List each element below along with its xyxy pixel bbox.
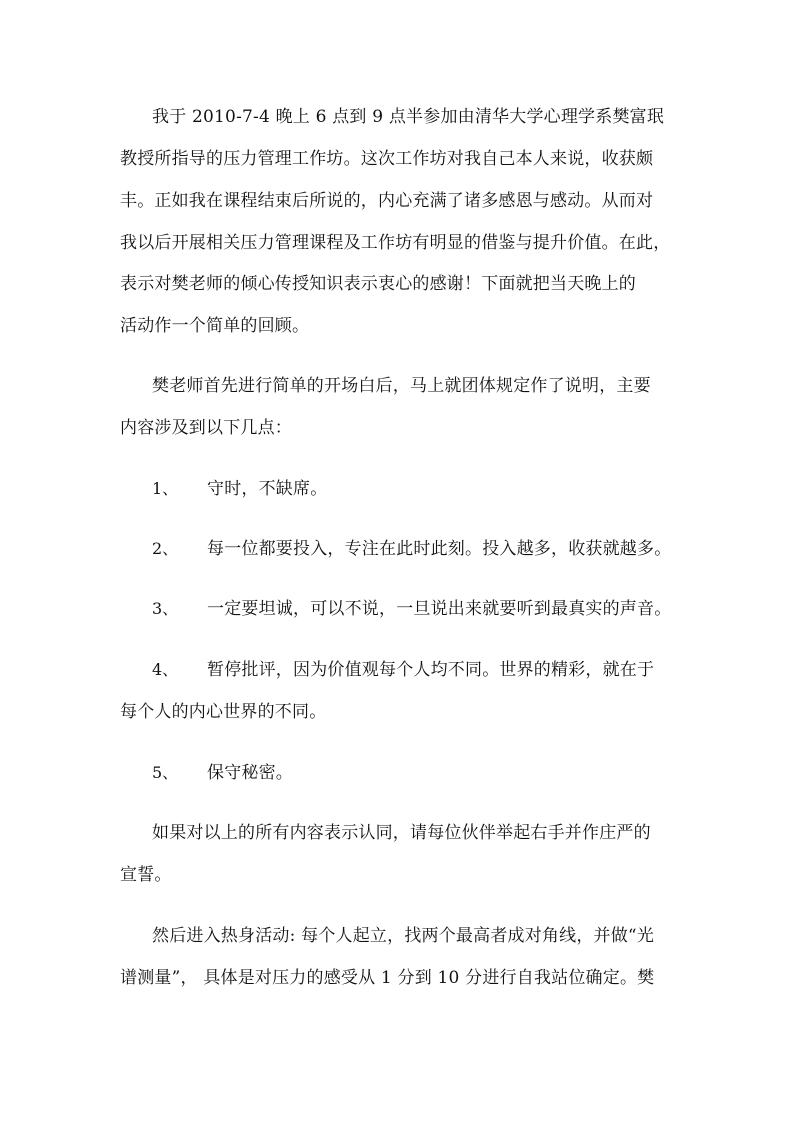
rule-1-number: 1、 xyxy=(152,479,179,498)
paragraph-1-line-4: 我以后开展相关压力管理课程及工作坊有明显的借鉴与提升价值。在此， xyxy=(120,233,671,253)
paragraph-4-line-2: 谱测量”， 具体是对压力的感受从 1 分到 10 分进行自我站位确定。樊 xyxy=(120,968,655,988)
paragraph-2-line-2: 内容涉及到以下几点： xyxy=(120,418,292,438)
rule-1-text: 守时，不缺席。 xyxy=(207,479,328,499)
rule-4-number: 4、 xyxy=(152,660,179,679)
paragraph-1-line-5: 表示对樊老师的倾心传授知识表示衷心的感谢！下面就把当天晚上的 xyxy=(120,274,636,294)
rule-4-text-line-1: 暂停批评，因为价值观每个人均不同。世界的精彩，就在于 xyxy=(207,660,655,680)
paragraph-1-line-2: 教授所指导的压力管理工作坊。这次工作坊对我自己本人来说，收获颇 xyxy=(120,149,654,169)
rule-5-text: 保守秘密。 xyxy=(207,763,293,783)
paragraph-4-line-1: 然后进入热身活动: 每个人起立，找两个最高者成对角线，并做“光 xyxy=(152,926,655,946)
rule-4-text-line-2: 每个人的内心世界的不同。 xyxy=(120,702,327,722)
rule-5-number: 5、 xyxy=(152,763,179,782)
paragraph-3-line-1: 如果对以上的所有内容表示认同，请每位伙伴举起右手并作庄严的 xyxy=(152,823,651,843)
paragraph-1-line-6: 活动作一个简单的回顾。 xyxy=(120,316,310,336)
paragraph-1-line-3: 丰。正如我在课程结束后所说的，内心充满了诸多感恩与感动。从而对 xyxy=(120,191,654,211)
paragraph-3-line-2: 宣誓。 xyxy=(120,865,172,885)
paragraph-1-line-1: 我于 2010-7-4 晚上 6 点到 9 点半参加由清华大学心理学系樊富珉 xyxy=(152,107,665,127)
rule-3-text: 一定要坦诚，可以不说，一旦说出来就要听到最真实的声音。 xyxy=(207,599,672,619)
rule-2-text: 每一位都要投入，专注在此时此刻。投入越多，收获就越多。 xyxy=(207,539,672,559)
rule-3-number: 3、 xyxy=(152,599,179,618)
rule-2-number: 2、 xyxy=(152,539,179,558)
paragraph-2-line-1: 樊老师首先进行简单的开场白后，马上就团体规定作了说明，主要 xyxy=(152,376,651,396)
